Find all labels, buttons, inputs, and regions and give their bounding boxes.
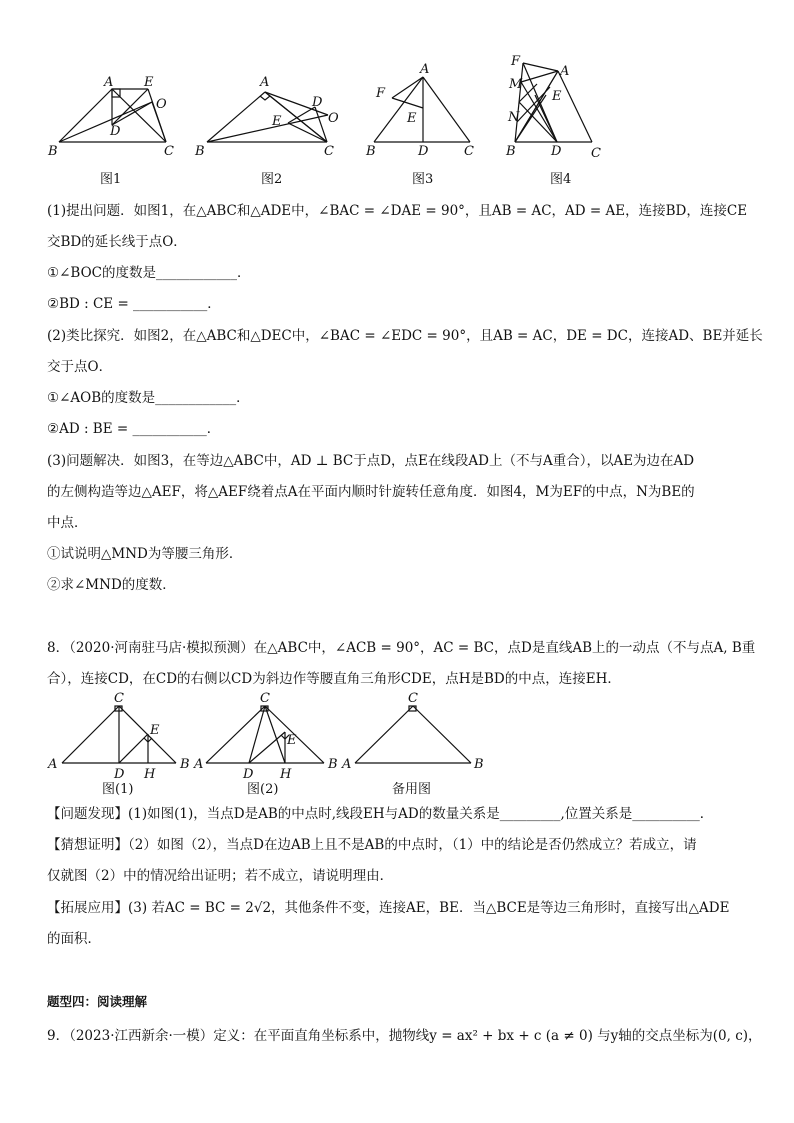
q7-part3-line1: (3)问题解决．如图3，在等边△ABC中，AD ⊥ BC于点D，点E在线段AD上（不与A重合），以AE为边在AD (47, 453, 695, 469)
q8f1-label-H: H (144, 767, 156, 782)
q8-line3: 【问题发现】(1)如图(1)，当点D是AB的中点时,线段EH与AD的数量关系是_________,位置关系是__________． (47, 806, 714, 822)
fig3-label-D: D (418, 144, 429, 159)
q8-line5: 仅就图（2）中的情况给出证明；若不成立，请说明理由． (47, 868, 394, 884)
q8-line2: 合），连接CD，在CD的右侧以CD为斜边作等腰直角三角形CDE，点H是BD的中点，连接EH． (47, 671, 621, 687)
q8-line4: 【猜想证明】（2）如图（2），当点D在边AB上且不是AB的中点时，（1）中的结论是否仍然成立？若成立，请 (47, 837, 697, 853)
fig4-label-A: A (560, 64, 570, 79)
fig4-label-N: N (508, 110, 520, 125)
q7-part3-b: ②求∠MND的度数． (47, 577, 176, 593)
q7-part1-b: ②BD : CE = ___________． (47, 296, 221, 312)
q7-part2-line1: (2)类比探究．如图2，在△ABC和△DEC中，∠BAC = ∠EDC = 90°，且AB = AC，DE = DC，连接AD、BE并延长 (47, 328, 763, 344)
fig1-label-B: B (48, 144, 58, 159)
q7-part2-b: ②AD : BE = ___________． (47, 421, 221, 437)
fig1-caption: 图1 (100, 172, 122, 187)
fig3-label-A: A (420, 62, 430, 77)
fig2-caption: 图2 (261, 172, 283, 187)
fig2-label-O: O (328, 111, 339, 126)
q8f2-label-A: A (194, 757, 204, 772)
fig4-label-C: C (591, 146, 601, 161)
q7-part3-line3: 中点． (47, 515, 88, 531)
figure-row-top (40, 55, 620, 190)
q7-part3-a: ①试说明△MND为等腰三角形． (47, 546, 243, 562)
fig2-label-B: B (195, 144, 205, 159)
q8-fig3-caption: 备用图 (392, 782, 432, 797)
fig2-label-C: C (324, 144, 334, 159)
q8f1-label-C: C (114, 691, 124, 706)
q8f2-label-B: B (328, 757, 338, 772)
q8f2-label-D: D (243, 767, 254, 782)
fig2-label-D: D (312, 95, 323, 110)
fig4-label-E: E (552, 89, 562, 104)
q8f3-label-C: C (408, 691, 418, 706)
q7-part1-a: ①∠BOC的度数是____________． (47, 265, 251, 281)
q8f1-label-A: A (48, 757, 58, 772)
q8-spare-figure (355, 706, 471, 763)
q8-line1: 8．（2020·河南驻马店·模拟预测）在△ABC中，∠ACB = 90°，AC = BC，点D是直线AB上的一动点（不与点A, B重 (47, 640, 756, 656)
fig2-label-E: E (272, 114, 282, 129)
q8f3-label-B: B (474, 757, 484, 772)
q8f1-label-B: B (180, 757, 190, 772)
fig3-label-C: C (464, 144, 474, 159)
figure-2 (207, 92, 328, 142)
q8f2-label-C: C (260, 691, 270, 706)
q8f3-label-A: A (342, 757, 352, 772)
fig4-caption: 图4 (550, 172, 572, 187)
fig2-label-A: A (260, 75, 270, 90)
section-title: 题型四：阅读理解 (47, 994, 148, 1009)
q8-fig2-caption: 图(2) (247, 782, 279, 797)
fig4-label-D: D (551, 144, 562, 159)
fig3-label-F: F (376, 86, 386, 101)
fig4-label-B: B (506, 144, 516, 159)
q9-line1: 9．（2023·江西新余·一模）定义：在平面直角坐标系中，抛物线y = ax² + bx + c (a ≠ 0) 与y轴的交点坐标为(0, c)， (47, 1028, 762, 1044)
q7-part1-line1: (1)提出问题．如图1，在△ABC和△ADE中，∠BAC = ∠DAE = 90°，且AB = AC，AD = AE，连接BD，连接CE (47, 203, 748, 219)
q8-fig1-caption: 图(1) (102, 782, 134, 797)
q8f1-label-E: E (150, 723, 160, 738)
q8-line7: 的面积． (47, 931, 101, 947)
figure-row-q8 (40, 690, 500, 800)
q7-part2-a: ①∠AOB的度数是____________． (47, 390, 250, 406)
fig1-label-D: D (110, 124, 121, 139)
q7-part2-line2: 交于点O． (47, 359, 113, 375)
q8f2-label-H: H (280, 767, 292, 782)
q7-part1-line2: 交BD的延长线于点O． (47, 234, 187, 250)
q8f2-label-E: E (287, 733, 297, 748)
fig1-label-E: E (144, 75, 154, 90)
fig3-label-E: E (407, 111, 417, 126)
q8-line6: 【拓展应用】(3) 若AC = BC = 2√2，其他条件不变，连接AE，BE．当△BCE是等边三角形时，直接写出△ADE (47, 900, 730, 916)
fig3-label-B: B (366, 144, 376, 159)
q8f1-label-D: D (114, 767, 125, 782)
fig3-caption: 图3 (412, 172, 434, 187)
q8-figure-2 (206, 706, 324, 763)
q7-part3-line2: 的左侧构造等边△AEF，将△AEF绕着点A在平面内顺时针旋转任意角度．如图4，M为EF的中点，N为BE的 (47, 484, 695, 500)
fig4-label-F: F (511, 55, 521, 69)
fig1-label-A: A (104, 75, 114, 90)
fig1-label-C: C (164, 144, 174, 159)
fig1-label-O: O (156, 97, 167, 112)
figure-3 (374, 77, 470, 142)
fig4-label-M: M (509, 77, 523, 92)
